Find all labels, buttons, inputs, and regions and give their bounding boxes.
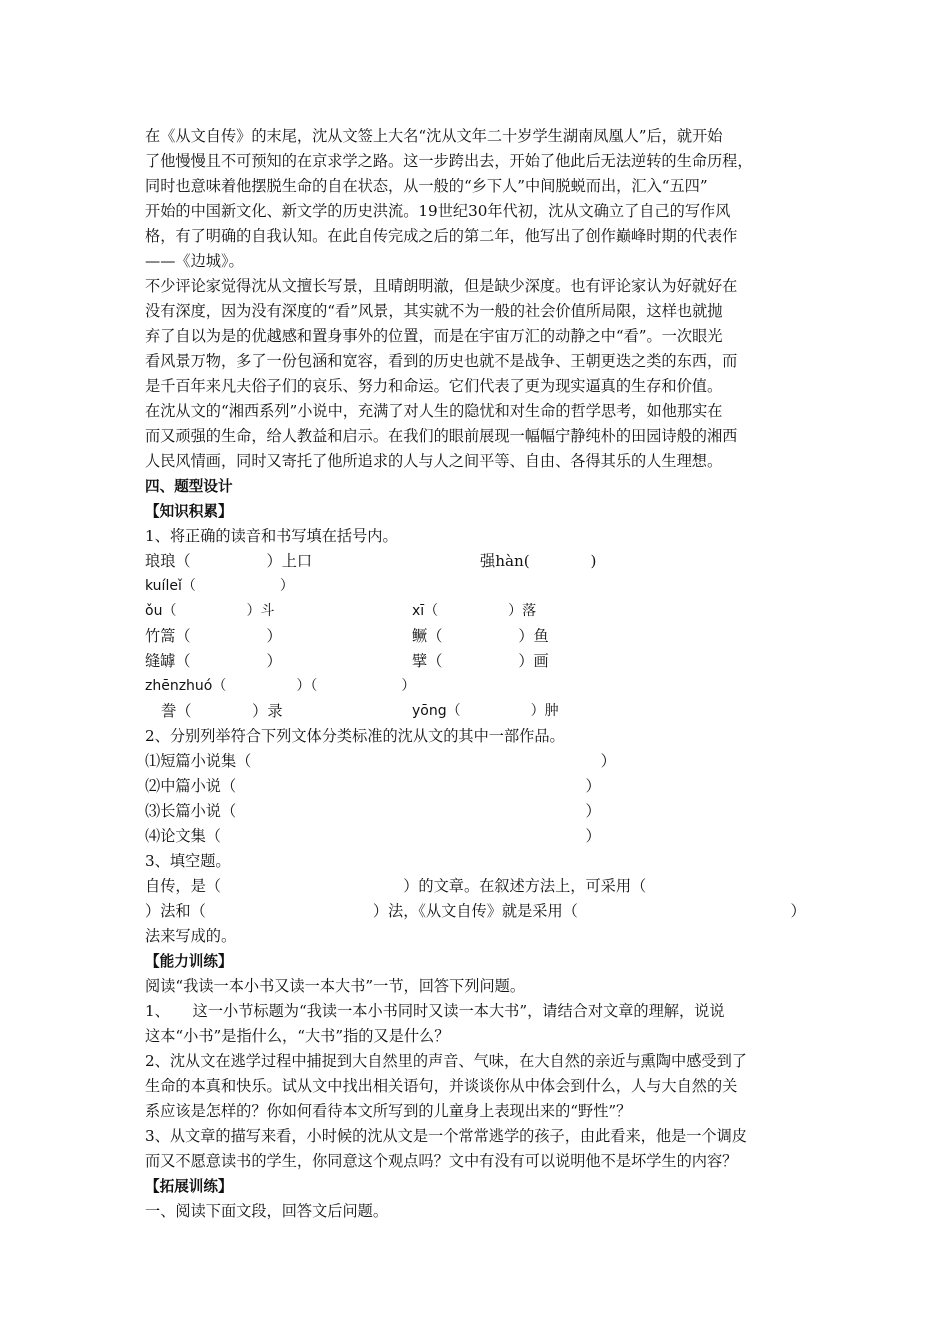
- extension-header: 【拓展训练】: [145, 1178, 233, 1195]
- paragraph-line: 了他慢慢且不可预知的在京求学之路。这一步跨出去，开始了他此后无法逆转的生命历程，: [145, 152, 753, 170]
- fill-row: [145, 549, 810, 574]
- fill-item: 琅琅（ ）上口: [145, 552, 313, 570]
- paragraph-line: 在沈从文的“湘西系列”小说中，充满了对人生的隐忧和对生命的哲学思考，如他那实在: [145, 402, 723, 420]
- question-2: 2、分别列举符合下列文体分类标准的沈从文的其中一部作品。: [145, 727, 565, 745]
- fill-item: 擘（ ）画: [412, 652, 549, 670]
- paragraph-line: 在《从文自传》的末尾，沈从文签上大名“沈从文年二十岁学生湖南凤凰人”后，就开始: [145, 127, 723, 145]
- paragraph-line: 开始的中国新文化、新文学的历史洪流。19世纪30年代初，沈从文确立了自己的写作风: [145, 202, 731, 220]
- ability-header: 【能力训练】: [145, 953, 233, 970]
- fill-item: 缝罅（ ）: [145, 652, 282, 670]
- fill-item: 强hàn( ): [480, 552, 597, 570]
- fill-item: yōng（ ）肿: [412, 703, 559, 719]
- paragraph-line: 是千百年来凡夫俗子们的哀乐、努力和命运。它们代表了更为现实逼真的生存和价值。: [145, 377, 723, 395]
- paragraph-line: 弃了自以为是的优越感和置身事外的位置，而是在宇宙万汇的动静之中“看”。一次眼光: [145, 327, 723, 345]
- fill-item: xī（ ）落: [412, 603, 537, 619]
- ability-question-line: 生命的本真和快乐。试从文中找出相关语句，并谈谈你从中体会到什么，人与大自然的关: [145, 1077, 738, 1095]
- paragraph-line: ——《边城》。: [145, 252, 244, 270]
- question-3-line: 自传，是（ ）的文章。在叙述方法上，可采用（: [145, 877, 647, 895]
- paragraph-line: 而又顽强的生命，给人教益和启示。在我们的眼前展现一幅幅宁静纯朴的田园诗般的湘西: [145, 427, 738, 445]
- question-3: 3、填空题。: [145, 852, 231, 870]
- fill-item: 鳜（ ）鱼: [412, 627, 549, 645]
- section-title: 四、题型设计: [145, 478, 233, 495]
- question-2-item: ⑷论文集（ ）: [145, 827, 601, 845]
- fill-row: [145, 699, 810, 724]
- question-3-line: ）法和（ ）法，《从文自传》就是采用（ ）: [145, 902, 806, 920]
- paragraph-line: 格，有了明确的自我认知。在此自传完成之后的第二年，他写出了创作巅峰时期的代表作: [145, 227, 738, 245]
- question-2-item: ⑴短篇小说集（ ）: [145, 752, 616, 770]
- question-3-line: 法来写成的。: [145, 927, 237, 945]
- ability-question-line: 1、 这一小节标题为“我读一本小书同时又读一本大书”，请结合对文章的理解，说说: [145, 1002, 725, 1020]
- ability-intro: 阅读“我读一本小书又读一本大书”一节，回答下列问题。: [145, 977, 526, 995]
- fill-item: zhēnzhuó（ ）（ ）: [145, 678, 416, 694]
- ability-question-line: 系应该是怎样的？你如何看待本文所写到的儿童身上表现出来的“野性”？: [145, 1102, 632, 1120]
- question-2-item: ⑶长篇小说（ ）: [145, 802, 601, 820]
- extension-question: 一、阅读下面文段，回答文后问题。: [145, 1202, 388, 1220]
- fill-item: 竹篙（ ）: [145, 627, 282, 645]
- ability-question-line: 而又不愿意读书的学生，你同意这个观点吗？文中有没有可以说明他不是坏学生的内容？: [145, 1152, 738, 1170]
- fill-item: kuíleǐ（ ）: [145, 578, 294, 594]
- paragraph-line: 看风景万物，多了一份包涵和宽容，看到的历史也就不是战争、王朝更迭之类的东西，而: [145, 352, 738, 370]
- question-2-item: ⑵中篇小说（ ）: [145, 777, 601, 795]
- paragraph-line: 没有深度，因为没有深度的“看”风景，其实就不为一般的社会价值所局限，这样也就抛: [145, 302, 723, 320]
- fill-row: [145, 649, 810, 674]
- question-1: 1、将正确的读音和书写填在括号内。: [145, 527, 398, 545]
- ability-question-line: 这本“小书”是指什么，“大书”指的又是什么？: [145, 1027, 450, 1045]
- fill-item: ǒu（ ）斗: [145, 603, 275, 619]
- ability-question-line: 2、沈从文在逃学过程中捕捉到大自然里的声音、气味，在大自然的亲近与熏陶中感受到了: [145, 1052, 747, 1070]
- fill-row: [145, 599, 810, 624]
- fill-row: [145, 624, 810, 649]
- paragraph-line: 人民风情画，同时又寄托了他所追求的人与人之间平等、自由、各得其乐的人生理想。: [145, 452, 723, 470]
- fill-item: 誊（ ）录: [161, 702, 283, 720]
- knowledge-header: 【知识积累】: [145, 503, 233, 520]
- paragraph-line: 同时也意味着他摆脱生命的自在状态，从一般的“乡下人”中间脱蜕而出，汇入“五四”: [145, 177, 708, 195]
- paragraph-line: 不少评论家觉得沈从文擅长写景，且晴朗明澈，但是缺少深度。也有评论家认为好就好在: [145, 277, 738, 295]
- ability-question-line: 3、从文章的描写来看，小时候的沈从文是一个常常逃学的孩子，由此看来，他是一个调皮: [145, 1127, 747, 1145]
